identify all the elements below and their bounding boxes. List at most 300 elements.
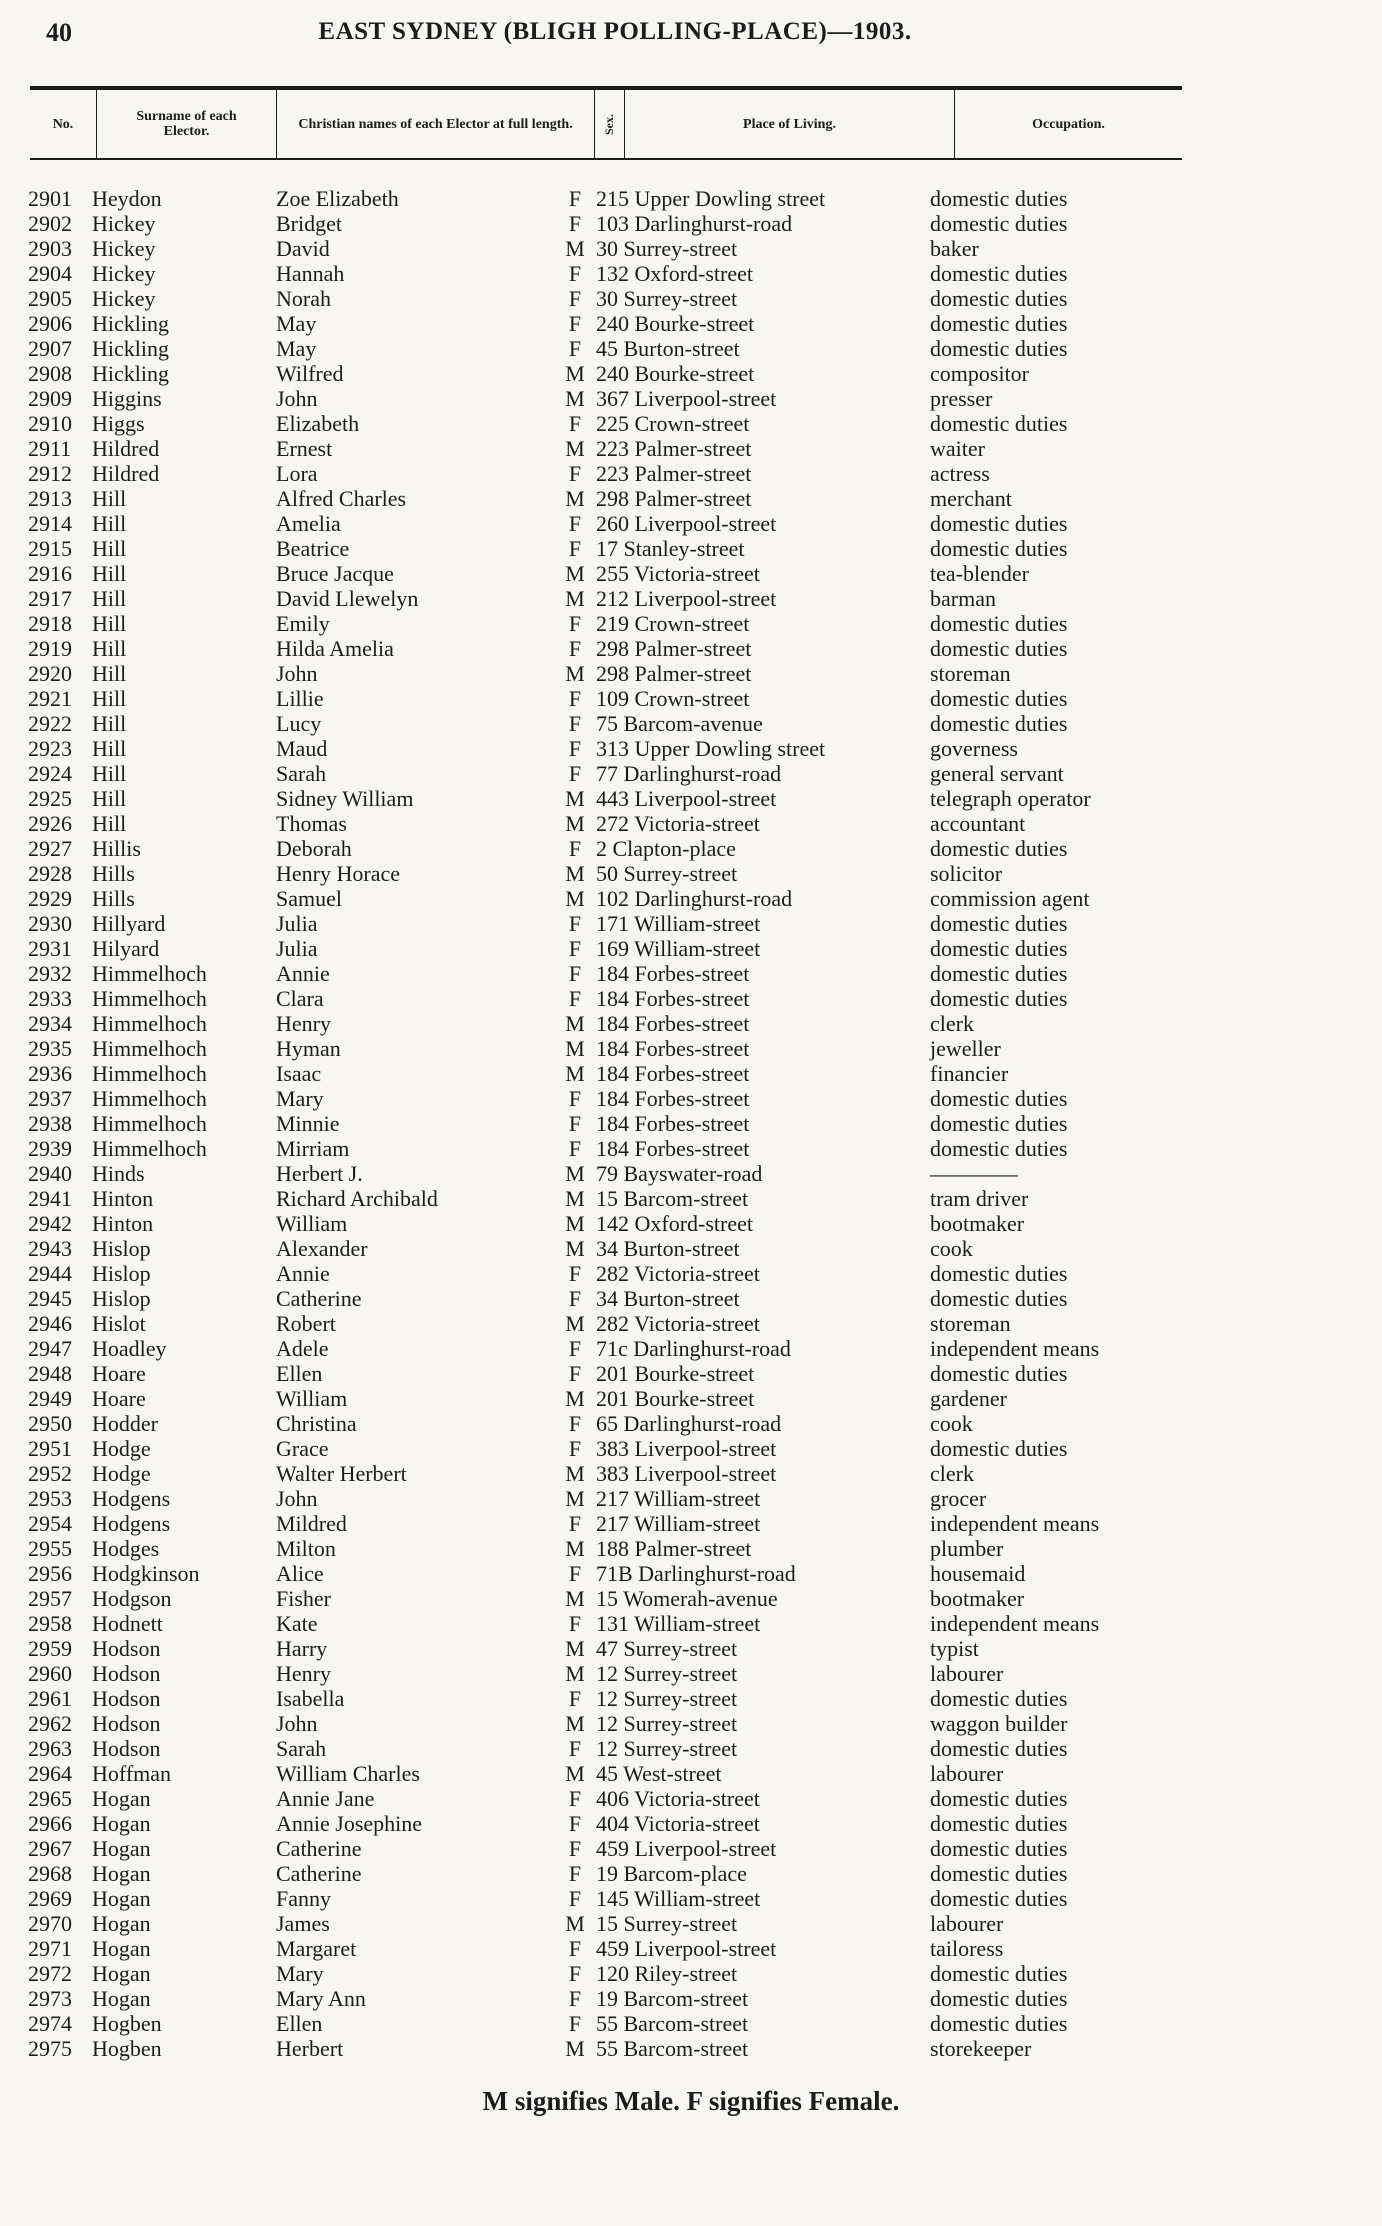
- occupation: plumber: [930, 1536, 1004, 1561]
- christian-names: Thomas: [276, 811, 347, 836]
- occupation: cook: [930, 1411, 973, 1436]
- surname: Hodge: [92, 1436, 151, 1461]
- occupation: domestic duties: [930, 286, 1068, 311]
- surname: Hoadley: [92, 1336, 167, 1361]
- surname: Himmelhoch: [92, 1011, 207, 1036]
- place-of-living: 34 Burton-street: [596, 1286, 740, 1311]
- surname: Hill: [92, 786, 127, 811]
- occupation: domestic duties: [930, 261, 1068, 286]
- surname: Hill: [92, 686, 127, 711]
- surname: Hodge: [92, 1461, 151, 1486]
- christian-names: Beatrice: [276, 536, 350, 561]
- place-of-living: 223 Palmer-street: [596, 436, 752, 461]
- row-number: 2934: [28, 1011, 72, 1036]
- place-of-living: 75 Barcom-avenue: [596, 711, 763, 736]
- surname: Hislop: [92, 1236, 151, 1261]
- place-of-living: 15 Barcom-street: [596, 1186, 749, 1211]
- surname: Hogben: [92, 2036, 162, 2061]
- row-number: 2928: [28, 861, 72, 886]
- sex: F: [568, 1811, 582, 1836]
- place-of-living: 255 Victoria-street: [596, 561, 760, 586]
- christian-names: Isabella: [276, 1686, 345, 1711]
- table-row: [28, 1886, 1188, 1911]
- christian-names: Ellen: [276, 2011, 323, 2036]
- column-header-christian-names: Christian names of each Elector at full length.: [276, 90, 594, 158]
- place-of-living: 240 Bourke-street: [596, 361, 755, 386]
- table-row: [28, 861, 1188, 886]
- place-of-living: 15 Surrey-street: [596, 1911, 738, 1936]
- row-number: 2946: [28, 1311, 72, 1336]
- row-number: 2937: [28, 1086, 72, 1111]
- sex: F: [568, 1886, 582, 1911]
- place-of-living: 240 Bourke-street: [596, 311, 755, 336]
- surname: Hogan: [92, 1886, 151, 1911]
- column-header-no: No.: [52, 116, 74, 132]
- place-of-living: 367 Liverpool-street: [596, 386, 777, 411]
- surname: Hogan: [92, 1986, 151, 2011]
- row-number: 2904: [28, 261, 72, 286]
- surname: Hill: [92, 611, 127, 636]
- christian-names: Bridget: [276, 211, 342, 236]
- sex: F: [568, 1111, 582, 1136]
- surname: Hodson: [92, 1686, 161, 1711]
- sex: F: [568, 1961, 582, 1986]
- sex: M: [565, 1311, 585, 1336]
- christian-names: Fanny: [276, 1886, 331, 1911]
- sex: F: [568, 261, 582, 286]
- surname: Hodnett: [92, 1611, 163, 1636]
- row-number: 2957: [28, 1586, 72, 1611]
- occupation: financier: [930, 1061, 1009, 1086]
- occupation: independent means: [930, 1611, 1100, 1636]
- place-of-living: 282 Victoria-street: [596, 1261, 760, 1286]
- christian-names: Julia: [276, 911, 318, 936]
- occupation: domestic duties: [930, 711, 1068, 736]
- row-number: 2970: [28, 1911, 72, 1936]
- row-number: 2912: [28, 461, 72, 486]
- surname: Hickey: [92, 261, 156, 286]
- table-row: [28, 836, 1188, 861]
- place-of-living: 272 Victoria-street: [596, 811, 760, 836]
- place-of-living: 79 Bayswater-road: [596, 1161, 763, 1186]
- table-row: [28, 1861, 1188, 1886]
- table-row: [28, 1561, 1188, 1586]
- christian-names: Annie: [276, 961, 330, 986]
- sex: F: [568, 1411, 582, 1436]
- christian-names: Lora: [276, 461, 318, 486]
- place-of-living: 47 Surrey-street: [596, 1636, 738, 1661]
- place-of-living: 103 Darlinghurst-road: [596, 211, 793, 236]
- place-of-living: 404 Victoria-street: [596, 1811, 760, 1836]
- sex: M: [565, 1911, 585, 1936]
- table-row: [28, 2036, 1188, 2061]
- christian-names: Harry: [276, 1636, 328, 1661]
- christian-names: Catherine: [276, 1861, 362, 1886]
- surname: Hilyard: [92, 936, 160, 961]
- christian-names: John: [276, 661, 318, 686]
- row-number: 2961: [28, 1686, 72, 1711]
- sex: F: [568, 2011, 582, 2036]
- place-of-living: 55 Barcom-street: [596, 2011, 749, 2036]
- table-row: [28, 286, 1188, 311]
- occupation: domestic duties: [930, 1786, 1068, 1811]
- occupation: grocer: [930, 1486, 987, 1511]
- sex: F: [568, 1611, 582, 1636]
- occupation: domestic duties: [930, 1111, 1068, 1136]
- row-number: 2922: [28, 711, 72, 736]
- sex: M: [565, 2036, 585, 2061]
- row-number: 2933: [28, 986, 72, 1011]
- sex: M: [565, 386, 585, 411]
- christian-names: Grace: [276, 1436, 329, 1461]
- place-of-living: 184 Forbes-street: [596, 986, 750, 1011]
- place-of-living: 383 Liverpool-street: [596, 1436, 777, 1461]
- row-number: 2975: [28, 2036, 72, 2061]
- sex: F: [568, 461, 582, 486]
- occupation: independent means: [930, 1336, 1100, 1361]
- surname: Hinton: [92, 1186, 154, 1211]
- sex: M: [565, 1711, 585, 1736]
- column-header-place: Place of Living.: [624, 90, 954, 158]
- place-of-living: 383 Liverpool-street: [596, 1461, 777, 1486]
- christian-names: Mary Ann: [276, 1986, 366, 2011]
- christian-names: Christina: [276, 1411, 357, 1436]
- sex: F: [568, 911, 582, 936]
- row-number: 2929: [28, 886, 72, 911]
- occupation: typist: [930, 1636, 979, 1661]
- sex: F: [568, 1786, 582, 1811]
- christian-names: Samuel: [276, 886, 342, 911]
- row-number: 2964: [28, 1761, 72, 1786]
- occupation: domestic duties: [930, 311, 1068, 336]
- table-row: [28, 1586, 1188, 1611]
- place-of-living: 45 Burton-street: [596, 336, 740, 361]
- surname: Hill: [92, 811, 127, 836]
- sex: F: [568, 761, 582, 786]
- place-of-living: 2 Clapton-place: [596, 836, 736, 861]
- row-number: 2948: [28, 1361, 72, 1386]
- surname: Hill: [92, 661, 127, 686]
- surname: Hogben: [92, 2011, 162, 2036]
- surname: Hildred: [92, 461, 160, 486]
- place-of-living: 313 Upper Dowling street: [596, 736, 826, 761]
- christian-names: John: [276, 1486, 318, 1511]
- page-title: EAST SYDNEY (BLIGH POLLING-PLACE)—1903.: [318, 18, 912, 45]
- surname: Hickey: [92, 286, 156, 311]
- surname: Higgins: [92, 386, 162, 411]
- christian-names: David: [276, 236, 330, 261]
- row-number: 2962: [28, 1711, 72, 1736]
- surname: Himmelhoch: [92, 1111, 207, 1136]
- row-number: 2926: [28, 811, 72, 836]
- column-header-sex-label: Sex.: [602, 113, 616, 135]
- place-of-living: 184 Forbes-street: [596, 961, 750, 986]
- place-of-living: 215 Upper Dowling street: [596, 186, 826, 211]
- place-of-living: 188 Palmer-street: [596, 1536, 752, 1561]
- occupation: domestic duties: [930, 1736, 1068, 1761]
- row-number: 2969: [28, 1886, 72, 1911]
- christian-names: Annie Josephine: [276, 1811, 423, 1836]
- table-row: [28, 211, 1188, 236]
- row-number: 2950: [28, 1411, 72, 1436]
- surname: Hildred: [92, 436, 160, 461]
- place-of-living: 217 William-street: [596, 1511, 761, 1536]
- place-of-living: 131 William-street: [596, 1611, 761, 1636]
- row-number: 2951: [28, 1436, 72, 1461]
- table-row: [28, 236, 1188, 261]
- row-number: 2921: [28, 686, 72, 711]
- table-row: [28, 1661, 1188, 1686]
- sex: F: [568, 736, 582, 761]
- sex: F: [568, 1286, 582, 1311]
- page-number: 40: [46, 18, 72, 47]
- table-row: [28, 1511, 1188, 1536]
- surname: Hodgens: [92, 1511, 171, 1536]
- occupation: domestic duties: [930, 1686, 1068, 1711]
- place-of-living: 109 Crown-street: [596, 686, 750, 711]
- occupation: compositor: [930, 361, 1029, 386]
- christian-names: Fisher: [276, 1586, 331, 1611]
- table-row: [28, 911, 1188, 936]
- occupation: domestic duties: [930, 1136, 1068, 1161]
- occupation: clerk: [930, 1011, 974, 1036]
- christian-names: Catherine: [276, 1836, 362, 1861]
- occupation: storeman: [930, 661, 1011, 686]
- christian-names: Zoe Elizabeth: [276, 186, 399, 211]
- place-of-living: 282 Victoria-street: [596, 1311, 760, 1336]
- christian-names: Elizabeth: [276, 411, 360, 436]
- christian-names: Maud: [276, 736, 328, 761]
- row-number: 2925: [28, 786, 72, 811]
- place-of-living: 34 Burton-street: [596, 1236, 740, 1261]
- place-of-living: 12 Surrey-street: [596, 1736, 738, 1761]
- place-of-living: 443 Liverpool-street: [596, 786, 777, 811]
- occupation: domestic duties: [930, 686, 1068, 711]
- occupation: domestic duties: [930, 911, 1068, 936]
- christian-names: Herbert J.: [276, 1161, 363, 1186]
- christian-names: Annie: [276, 1261, 330, 1286]
- christian-names: John: [276, 386, 318, 411]
- table-row: [28, 1636, 1188, 1661]
- row-number: 2972: [28, 1961, 72, 1986]
- sex: F: [568, 1561, 582, 1586]
- christian-names: Alexander: [276, 1236, 368, 1261]
- sex: M: [565, 1211, 585, 1236]
- occupation: domestic duties: [930, 1811, 1068, 1836]
- christian-names: Deborah: [276, 836, 352, 861]
- occupation: domestic duties: [930, 2011, 1068, 2036]
- surname: Hickey: [92, 236, 156, 261]
- christian-names: Alice: [276, 1561, 324, 1586]
- christian-names: Isaac: [276, 1061, 322, 1086]
- occupation: domestic duties: [930, 1836, 1068, 1861]
- surname: Heydon: [92, 186, 162, 211]
- occupation: domestic duties: [930, 611, 1068, 636]
- christian-names: Herbert: [276, 2036, 344, 2061]
- table-row: [28, 1761, 1188, 1786]
- row-number: 2949: [28, 1386, 72, 1411]
- place-of-living: 102 Darlinghurst-road: [596, 886, 793, 911]
- occupation: waggon builder: [930, 1711, 1068, 1736]
- place-of-living: 55 Barcom-street: [596, 2036, 749, 2061]
- occupation: baker: [930, 236, 979, 261]
- christian-names: Amelia: [276, 511, 341, 536]
- surname: Hodson: [92, 1736, 161, 1761]
- sex: F: [568, 1086, 582, 1111]
- surname: Hogan: [92, 1861, 151, 1886]
- occupation: domestic duties: [930, 1086, 1068, 1111]
- sex: M: [565, 586, 585, 611]
- christian-names: Wilfred: [276, 361, 344, 386]
- occupation: domestic duties: [930, 1861, 1068, 1886]
- table-row: [28, 686, 1188, 711]
- place-of-living: 19 Barcom-place: [596, 1861, 747, 1886]
- surname: Hills: [92, 886, 135, 911]
- place-of-living: 406 Victoria-street: [596, 1786, 760, 1811]
- row-number: 2947: [28, 1336, 72, 1361]
- surname: Hoare: [92, 1386, 146, 1411]
- table-row: [28, 1411, 1188, 1436]
- table-row: [28, 786, 1188, 811]
- christian-names: Lucy: [276, 711, 322, 736]
- surname: Hillyard: [92, 911, 166, 936]
- row-number: 2903: [28, 236, 72, 261]
- sex: F: [568, 1511, 582, 1536]
- row-number: 2905: [28, 286, 72, 311]
- surname: Hill: [92, 736, 127, 761]
- place-of-living: 30 Surrey-street: [596, 236, 738, 261]
- christian-names: Mary: [276, 1086, 324, 1111]
- occupation: labourer: [930, 1661, 1004, 1686]
- table-row: [28, 311, 1188, 336]
- row-number: 2960: [28, 1661, 72, 1686]
- table-row: [28, 1961, 1188, 1986]
- christian-names: James: [276, 1911, 330, 1936]
- row-number: 2914: [28, 511, 72, 536]
- christian-names: Sidney William: [276, 786, 414, 811]
- table-row: [28, 961, 1188, 986]
- surname: Himmelhoch: [92, 961, 207, 986]
- row-number: 2911: [28, 436, 72, 461]
- christian-names: Henry: [276, 1661, 331, 1686]
- row-number: 2909: [28, 386, 72, 411]
- table-row: [28, 1286, 1188, 1311]
- surname: Hogan: [92, 1936, 151, 1961]
- occupation: domestic duties: [930, 1961, 1068, 1986]
- sex: M: [565, 1461, 585, 1486]
- table-row: [28, 1911, 1188, 1936]
- christian-names: Minnie: [276, 1111, 340, 1136]
- surname: Hislop: [92, 1261, 151, 1286]
- place-of-living: 19 Barcom-street: [596, 1986, 749, 2011]
- occupation: tea-blender: [930, 561, 1029, 586]
- row-number: 2935: [28, 1036, 72, 1061]
- sex: F: [568, 1986, 582, 2011]
- place-of-living: 12 Surrey-street: [596, 1686, 738, 1711]
- occupation: commission agent: [930, 886, 1090, 911]
- table-row: [28, 1061, 1188, 1086]
- row-number: 2924: [28, 761, 72, 786]
- place-of-living: 184 Forbes-street: [596, 1011, 750, 1036]
- christian-names: Sarah: [276, 1736, 327, 1761]
- row-number: 2966: [28, 1811, 72, 1836]
- surname: Hinds: [92, 1161, 145, 1186]
- sex: M: [565, 436, 585, 461]
- christian-names: Catherine: [276, 1286, 362, 1311]
- sex: F: [568, 836, 582, 861]
- christian-names: Henry: [276, 1011, 331, 1036]
- surname: Hodder: [92, 1411, 158, 1436]
- table-row: [28, 1036, 1188, 1061]
- table-row: [28, 461, 1188, 486]
- sex: M: [565, 361, 585, 386]
- occupation: actress: [930, 461, 990, 486]
- sex: F: [568, 1261, 582, 1286]
- sex: F: [568, 611, 582, 636]
- occupation: storekeeper: [930, 2036, 1032, 2061]
- surname: Hodgkinson: [92, 1561, 200, 1586]
- place-of-living: 219 Crown-street: [596, 611, 750, 636]
- row-number: 2910: [28, 411, 72, 436]
- sex: F: [568, 1436, 582, 1461]
- christian-names: Hannah: [276, 261, 345, 286]
- row-number: 2901: [28, 186, 72, 211]
- surname: Hodson: [92, 1636, 161, 1661]
- surname: Hillis: [92, 836, 141, 861]
- christian-names: Annie Jane: [276, 1786, 375, 1811]
- surname: Hickey: [92, 211, 156, 236]
- occupation: domestic duties: [930, 1261, 1068, 1286]
- row-number: 2913: [28, 486, 72, 511]
- surname: Hodgens: [92, 1486, 171, 1511]
- table-row: [28, 1836, 1188, 1861]
- occupation: telegraph operator: [930, 786, 1091, 811]
- christian-names: Lillie: [276, 686, 324, 711]
- surname: Hinton: [92, 1211, 154, 1236]
- table-row: [28, 1686, 1188, 1711]
- row-number: 2908: [28, 361, 72, 386]
- table-row: [28, 1336, 1188, 1361]
- occupation: cook: [930, 1236, 973, 1261]
- christian-names: Henry Horace: [276, 861, 400, 886]
- row-number: 2930: [28, 911, 72, 936]
- table-row: [28, 1786, 1188, 1811]
- table-row: [28, 661, 1188, 686]
- place-of-living: 71B Darlinghurst-road: [596, 1561, 796, 1586]
- place-of-living: 142 Oxford-street: [596, 1211, 754, 1236]
- occupation: accountant: [930, 811, 1026, 836]
- row-number: 2942: [28, 1211, 72, 1236]
- sex: M: [565, 1011, 585, 1036]
- surname: Hickling: [92, 311, 169, 336]
- sex: F: [568, 536, 582, 561]
- surname: Hoare: [92, 1361, 146, 1386]
- column-header-occupation: Occupation.: [954, 90, 1182, 158]
- row-number: 2955: [28, 1536, 72, 1561]
- table-row: [28, 361, 1188, 386]
- table-row: [28, 1136, 1188, 1161]
- christian-names: Margaret: [276, 1936, 357, 1961]
- place-of-living: 298 Palmer-street: [596, 661, 752, 686]
- place-of-living: 223 Palmer-street: [596, 461, 752, 486]
- footer-note: M signifies Male. F signifies Female.: [482, 2086, 900, 2116]
- place-of-living: 184 Forbes-street: [596, 1036, 750, 1061]
- sex: M: [565, 1061, 585, 1086]
- surname: Hill: [92, 486, 127, 511]
- christian-names: William Charles: [276, 1761, 420, 1786]
- place-of-living: 184 Forbes-street: [596, 1136, 750, 1161]
- place-of-living: 201 Bourke-street: [596, 1361, 755, 1386]
